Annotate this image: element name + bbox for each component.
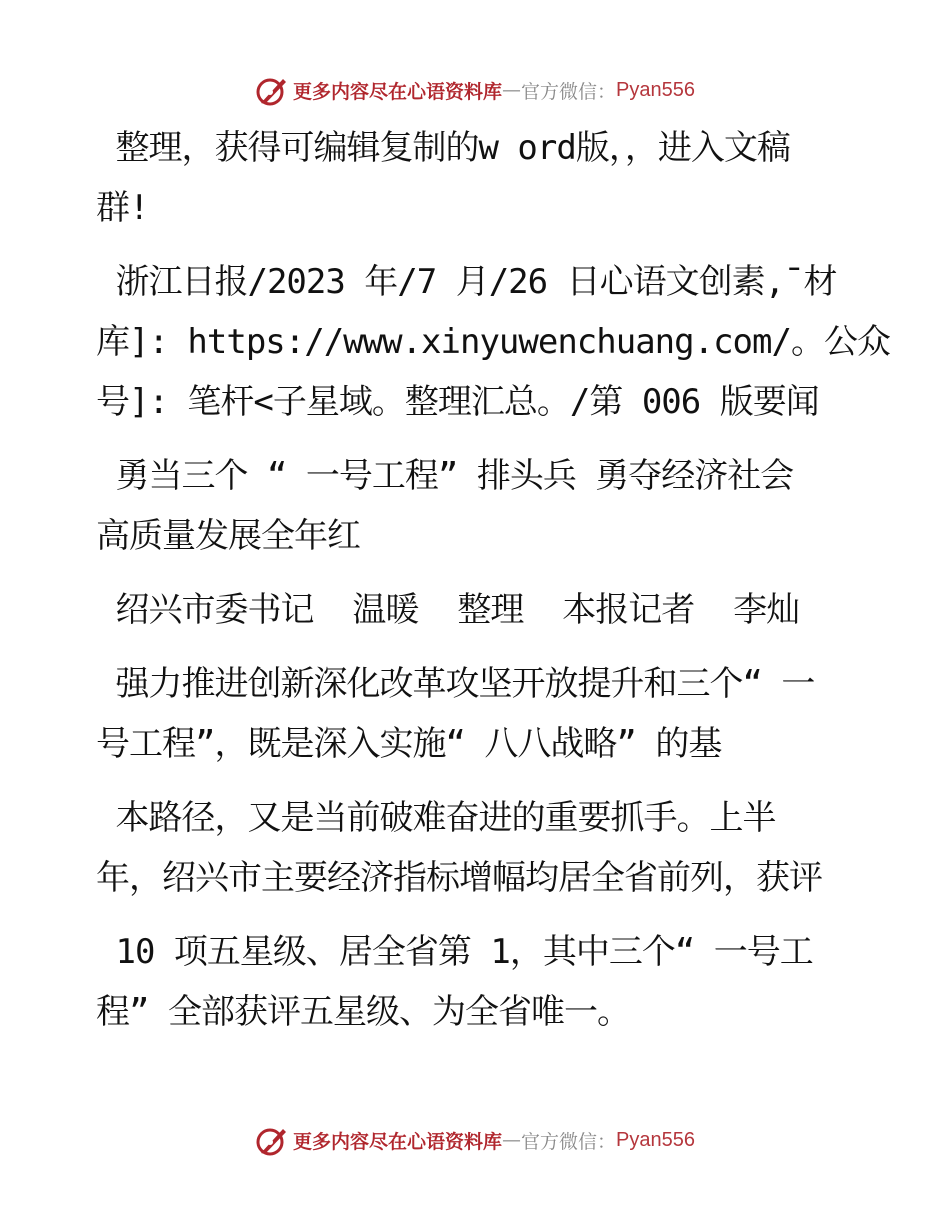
watermark-contact-id: Pyan556 [616, 78, 695, 101]
paragraph [96, 446, 926, 566]
paragraph [96, 788, 926, 908]
watermark-site-text: 更多内容尽在心语资料库 [293, 80, 503, 103]
watermark-dash: — [502, 1129, 522, 1151]
byline: 绍兴市委书记 温暖 整理 本报记者 李灿 [96, 590, 800, 630]
paragraph [96, 654, 926, 774]
paragraph [96, 252, 926, 432]
text-line: 库]: https://www.xinyuwenchuang.com/。公众 [96, 322, 890, 362]
footer-watermark [0, 1120, 950, 1160]
text-line: 年，绍兴市主要经济指标增幅均居全省前列，获评 [96, 858, 822, 898]
text-line: 10 项五星级、居全省第 1，其中三个“ 一号工 [96, 932, 813, 972]
paragraph [96, 118, 926, 238]
paragraph [96, 580, 926, 640]
paragraph [96, 922, 926, 1042]
text-line: 浙江日报/2023 年/7 月/26 日心语文创素,¯材 [96, 262, 837, 302]
text-line: 整理，获得可编辑复制的w ord版，，进入文稿 [96, 128, 790, 168]
text-line: 高质量发展全年红 [96, 516, 360, 556]
watermark-dash: — [502, 79, 522, 101]
text-line: 勇当三个 “ 一号工程” 排头兵 勇夺经济社会 [96, 456, 794, 496]
quill-logo-icon [255, 73, 289, 107]
text-line: 号工程”，既是深入实施“ 八八战略” 的基 [96, 724, 722, 764]
watermark-site-text: 更多内容尽在心语资料库 [293, 1130, 503, 1153]
document-body [96, 118, 926, 1042]
watermark-contact-id: Pyan556 [616, 1128, 695, 1151]
text-line: 号]: 笔杆<子星域。整理汇总。/第 006 版要闻 [96, 382, 819, 422]
watermark-contact-label: 官方微信： [521, 80, 617, 103]
text-line: 本路径，又是当前破难奋进的重要抓手。上半 [96, 798, 776, 838]
header-watermark [0, 70, 950, 110]
quill-logo-icon [255, 1123, 289, 1157]
watermark-contact-label: 官方微信： [521, 1130, 617, 1153]
text-line: 强力推进创新深化改革攻坚开放提升和三个“ 一 [96, 664, 815, 704]
text-line: 程” 全部获评五星级、为全省唯一。 [96, 992, 630, 1032]
text-line: 群! [96, 188, 149, 228]
